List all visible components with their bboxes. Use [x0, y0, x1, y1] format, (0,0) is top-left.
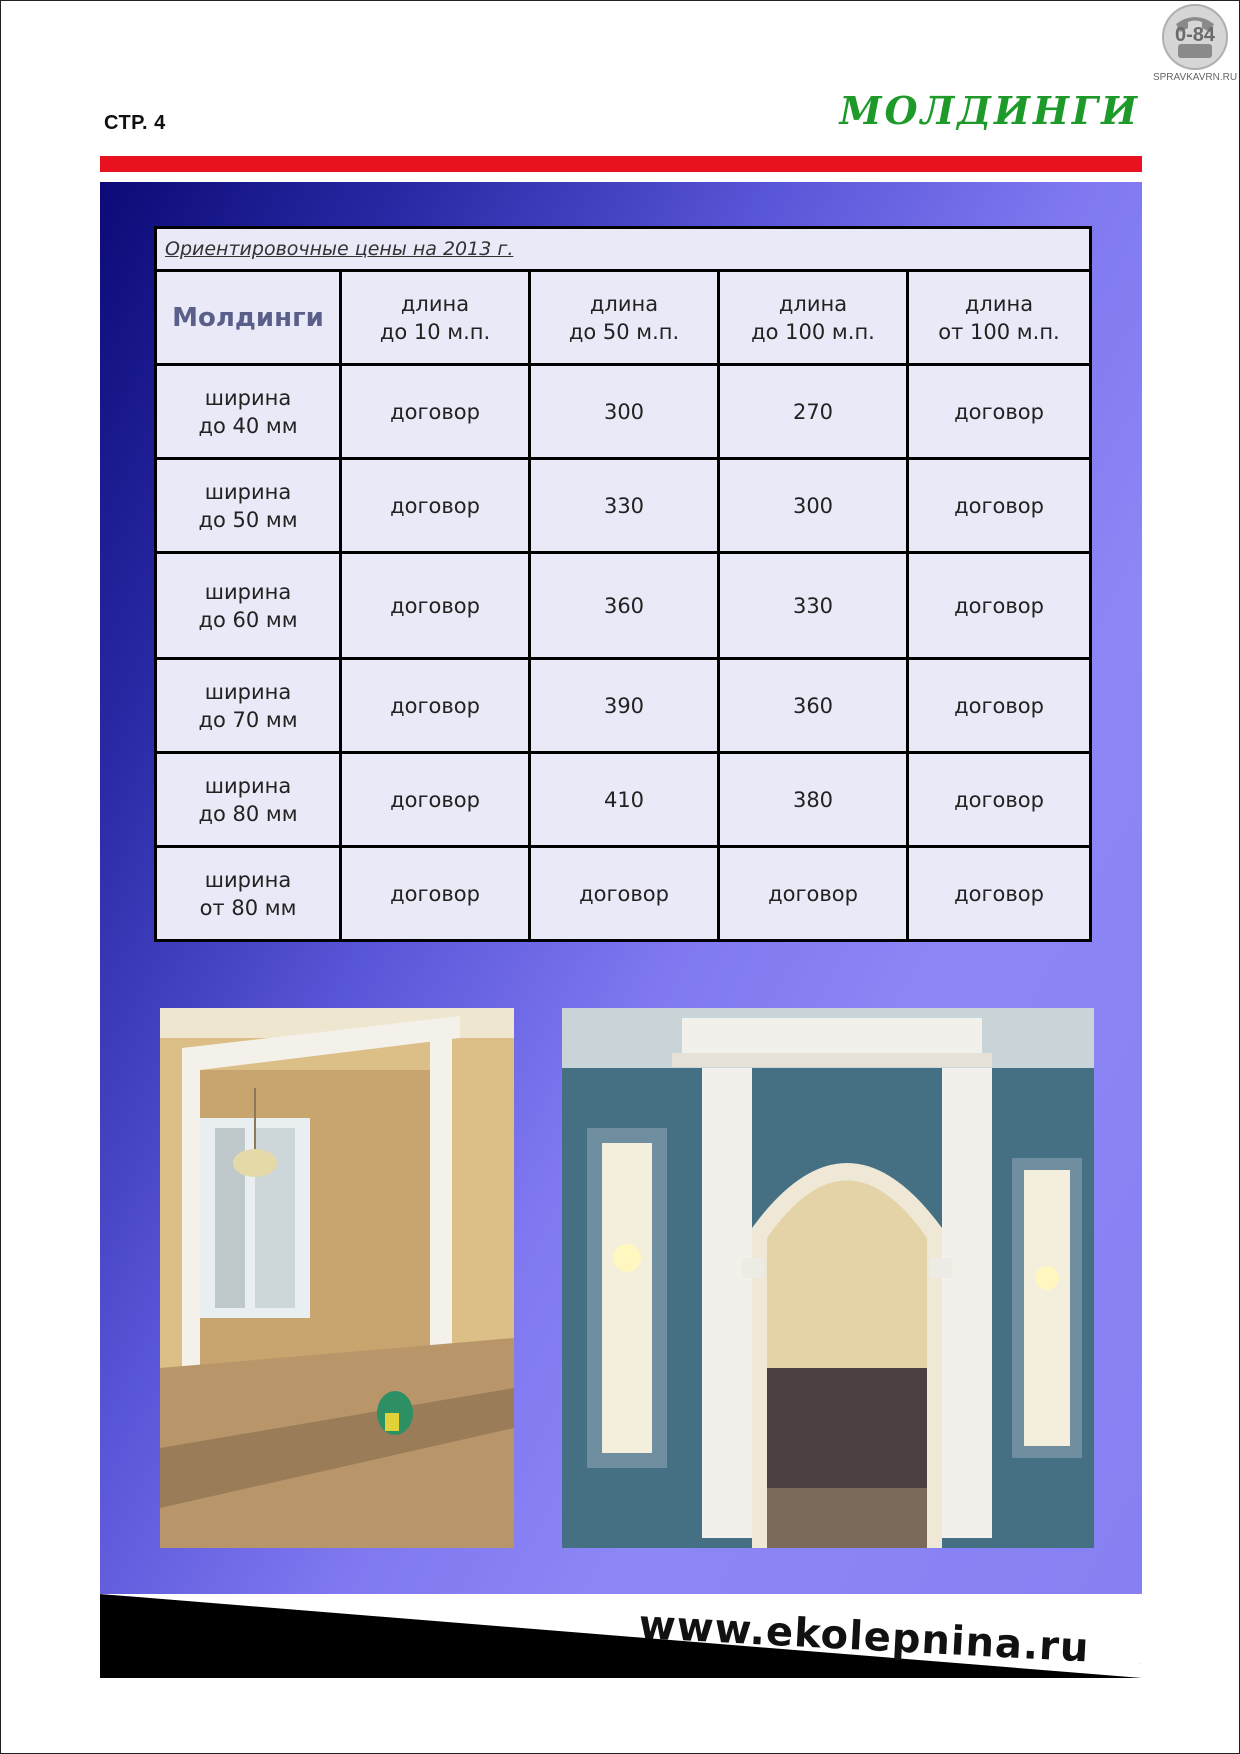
directory-logo[interactable] — [1150, 4, 1240, 90]
column-header — [908, 271, 1091, 365]
row-header — [156, 847, 341, 941]
table-cell: договор — [908, 459, 1091, 553]
row-header-line: ширина — [204, 773, 292, 798]
row-header — [156, 659, 341, 753]
table-cell: 300 — [719, 459, 908, 553]
column-header-line: длина — [589, 291, 659, 316]
table-cell: договор — [341, 847, 530, 941]
row-header-line: до 50 мм — [198, 507, 298, 532]
column-header-line: от 100 м.п. — [938, 319, 1060, 344]
table-cell: 330 — [530, 459, 719, 553]
table-row — [156, 847, 1091, 941]
column-header-line: до 50 м.п. — [568, 319, 680, 344]
row-header — [156, 753, 341, 847]
table-cell: 410 — [530, 753, 719, 847]
row-header-line: до 60 мм — [198, 607, 298, 632]
column-header-line: длина — [964, 291, 1034, 316]
table-header-row — [156, 271, 1091, 365]
row-header-line: ширина — [204, 579, 292, 604]
table-cell: 380 — [719, 753, 908, 847]
table-cell: договор — [341, 365, 530, 459]
column-header-line: длина — [400, 291, 470, 316]
table-cell: договор — [341, 753, 530, 847]
table-row — [156, 459, 1091, 553]
logo-site-text: SPRAVKAVRN.RU — [1152, 72, 1238, 83]
table-cell: 270 — [719, 365, 908, 459]
row-header-line: ширина — [204, 385, 292, 410]
table-cell: договор — [341, 553, 530, 659]
table-cell: договор — [341, 459, 530, 553]
page-number: СТР. 4 — [104, 112, 166, 134]
page-title: МОЛДИНГИ — [839, 88, 1140, 133]
row-header-line: до 70 мм — [198, 707, 298, 732]
header-red-rule — [100, 156, 1142, 172]
price-table — [154, 226, 1092, 942]
phone-icon — [1162, 4, 1228, 70]
column-header — [341, 271, 530, 365]
logo-number: 0-84 — [1174, 24, 1216, 46]
table-row — [156, 753, 1091, 847]
table-row — [156, 659, 1091, 753]
table-corner-header: Молдинги — [156, 271, 341, 365]
table-cell: договор — [908, 847, 1091, 941]
row-header-line: ширина — [204, 867, 292, 892]
table-cell: договор — [530, 847, 719, 941]
table-cell: 360 — [719, 659, 908, 753]
row-header-line: от 80 мм — [199, 895, 297, 920]
photo-doorway-molding — [160, 1008, 514, 1548]
table-caption: Ориентировочные цены на 2013 г. — [156, 228, 1091, 271]
column-header-line: до 10 м.п. — [379, 319, 491, 344]
row-header-line: до 80 мм — [198, 801, 298, 826]
table-cell: договор — [719, 847, 908, 941]
table-cell: 300 — [530, 365, 719, 459]
table-row — [156, 365, 1091, 459]
photo-arch-molding — [562, 1008, 1094, 1548]
table-cell: договор — [908, 753, 1091, 847]
table-row — [156, 553, 1091, 659]
table-cell: 330 — [719, 553, 908, 659]
column-header — [530, 271, 719, 365]
table-cell: 390 — [530, 659, 719, 753]
row-header — [156, 553, 341, 659]
column-header-line: длина — [778, 291, 848, 316]
column-header-line: до 100 м.п. — [751, 319, 875, 344]
row-header-line: до 40 мм — [198, 413, 298, 438]
row-header-line: ширина — [204, 679, 292, 704]
table-caption-row — [156, 228, 1091, 271]
table-cell: договор — [908, 659, 1091, 753]
row-header — [156, 459, 341, 553]
website-link[interactable]: www.ekolepnina.ru — [637, 1602, 1091, 1672]
table-cell: 360 — [530, 553, 719, 659]
table-cell: договор — [341, 659, 530, 753]
table-cell: договор — [908, 553, 1091, 659]
table-cell: договор — [908, 365, 1091, 459]
row-header-line: ширина — [204, 479, 292, 504]
row-header — [156, 365, 341, 459]
column-header — [719, 271, 908, 365]
